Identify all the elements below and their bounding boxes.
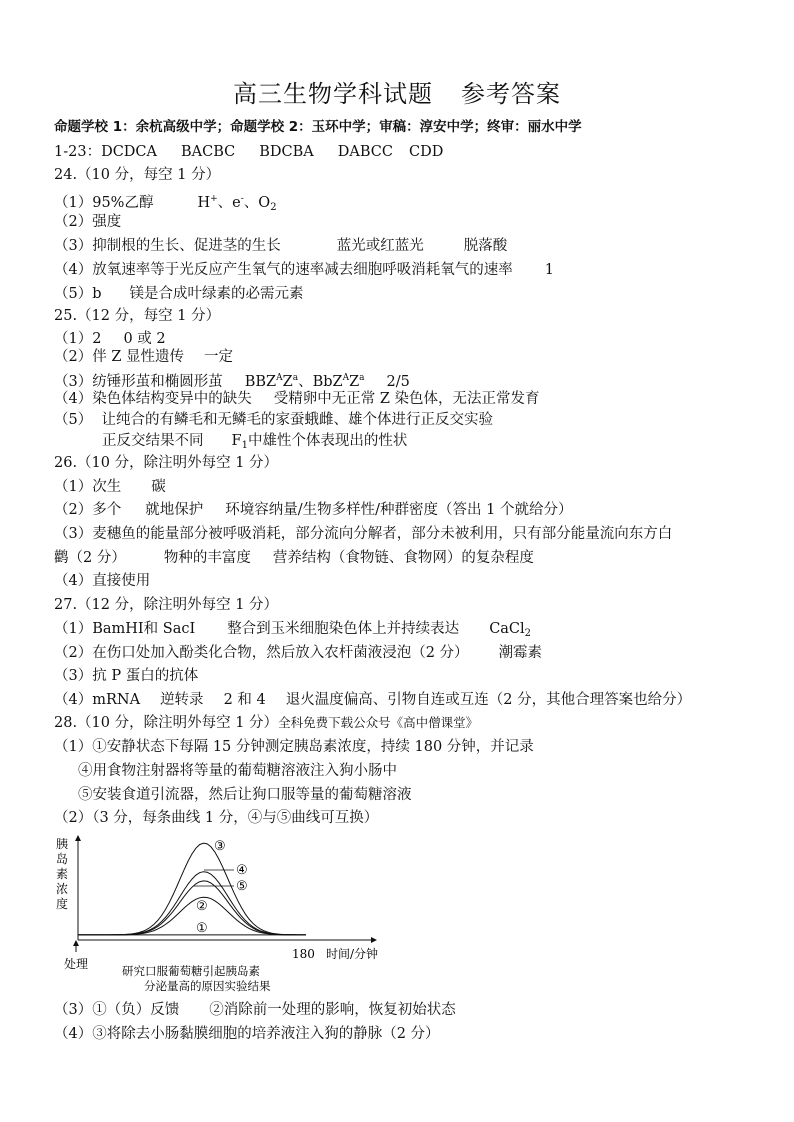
curve-②: [78, 897, 306, 935]
q27-answer-1: （1）BamHⅠ和 SacⅠ 整合到玉米细胞染色体上并持续表达 CaCl$_2$: [54, 621, 532, 639]
q28-answer-3: （3）①（负）反馈 ②消除前一处理的影响，恢复初始状态: [54, 1002, 456, 1018]
q26-answer-2: （2）多个 就地保护 环境容纳量/生物多样性/种群密度（答出 1 个就给分）: [54, 502, 573, 518]
y-axis-char: 岛: [56, 852, 69, 866]
q25-answer-5b: 正反交结果不同 $F_1$中雄性个体表现出的性状: [102, 433, 408, 451]
curve-label: ⑤: [236, 879, 248, 894]
q24-answer-3: （3）抑制根的生长、促进茎的生长 蓝光或红蓝光 脱落酸: [54, 238, 508, 254]
q25-header: 25.（12 分，每空 1 分）: [54, 308, 221, 324]
y-axis-char: 胰: [56, 837, 69, 851]
q26-header: 26.（10 分，除注明外每空 1 分）: [54, 455, 279, 471]
curve-③: [78, 843, 306, 935]
curve-label: ③: [214, 839, 226, 854]
y-axis-char: 素: [56, 867, 69, 881]
q24-answer-5: （5）b 镁是合成叶绿素的必需元素: [54, 286, 304, 302]
curve-⑤: [78, 881, 306, 935]
q28-answer-4: （4）③将除去小肠黏膜细胞的培养液注入狗的静脉（2 分）: [54, 1026, 440, 1042]
q27-answer-2: （2）在伤口处加入酚类化合物，然后放入农杆菌液浸泡（2 分） 潮霉素: [54, 645, 543, 661]
q24-answer-2: （2）强度: [54, 214, 122, 230]
schools-line: 命题学校 1：余杭高级中学；命题学校 2：玉环中学；审稿：淳安中学；终审：丽水中学: [54, 119, 582, 135]
q28-answer-1b: ④用食物注射器将等量的葡萄糖溶液注入狗小肠中: [78, 763, 397, 779]
q25-answer-3: （3）纺锤形茧和椭圆形茧 $BBZ^AZ^a$、$BbZ^AZ^a$ 2/5: [54, 373, 410, 390]
q25-answer-5: （5） 让纯合的有鳞毛和无鳞毛的家蚕蛾雌、雄个体进行正反交实验: [54, 412, 493, 428]
chart-caption: 分泌量高的原因实验结果: [144, 979, 271, 993]
x-start-label: 处理: [64, 957, 89, 971]
mc-answers: 1-23：DCDCA BACBC BDCBA DABCC CDD: [54, 144, 444, 160]
curve-label: ②: [196, 899, 208, 914]
curve-label: ④: [236, 863, 248, 878]
q26-answer-3b: 鹳（2 分） 物种的丰富度 营养结构（食物链、食物网）的复杂程度: [54, 550, 534, 566]
q25-answer-1: （1）2 0 或 2: [54, 331, 166, 347]
q26-answer-3: （3）麦穗鱼的能量部分被呼吸消耗，部分流向分解者，部分未被利用，只有部分能量流向东方白: [54, 526, 673, 542]
q27-answer-4: （4）mRNA 逆转录 2 和 4 退火温度偏高、引物自连或互连（2 分，其他合理答案也给分）: [54, 692, 692, 708]
q27-header: 27.（12 分，除注明外每空 1 分）: [54, 597, 279, 613]
curve-④: [78, 872, 306, 935]
q27-answer-3: （3）抗 P 蛋白的抗体: [54, 668, 199, 684]
q26-answer-4: （4）直接使用: [54, 573, 151, 589]
q24-answer-1: （1）95%乙醇 H+、e-、$O_2$: [54, 194, 277, 213]
x-axis-label: 时间/分钟: [326, 947, 379, 961]
q25-answer-2: （2）伴 Z 显性遗传 一定: [54, 349, 234, 365]
insulin-chart: [54, 832, 514, 1000]
x-tick-label: 180: [292, 947, 315, 961]
q25-answer-4: （4）染色体结构变异中的缺失 受精卵中无正常 Z 染色体，无法正常发育: [54, 391, 540, 407]
q28-answer-2: （2）（3 分，每条曲线 1 分，④与⑤曲线可互换）: [54, 810, 379, 826]
q28-answer-1c: ⑤安装食道引流器，然后让狗口服等量的葡萄糖溶液: [78, 787, 412, 803]
y-axis-char: 浓: [56, 882, 69, 896]
page-title: 高三生物学科试题 参考答案: [233, 80, 561, 108]
y-axis-char: 度: [56, 897, 69, 911]
q28-header: 28.（10 分，除注明外每空 1 分）全科免费下载公众号《高中僧课堂》: [54, 715, 479, 731]
chart-caption: 研究口服葡萄糖引起胰岛素: [122, 964, 260, 978]
curve-label: ①: [196, 921, 208, 936]
q24-answer-4: （4）放氧速率等于光反应产生氧气的速率减去细胞呼吸消耗氧气的速率 1: [54, 262, 554, 278]
q26-answer-1: （1）次生 碳: [54, 479, 166, 495]
q24-header: 24.（10 分，每空 1 分）: [54, 167, 221, 183]
q28-answer-1: （1）①安静状态下每隔 15 分钟测定胰岛素浓度，持续 180 分钟，并记录: [54, 739, 534, 755]
